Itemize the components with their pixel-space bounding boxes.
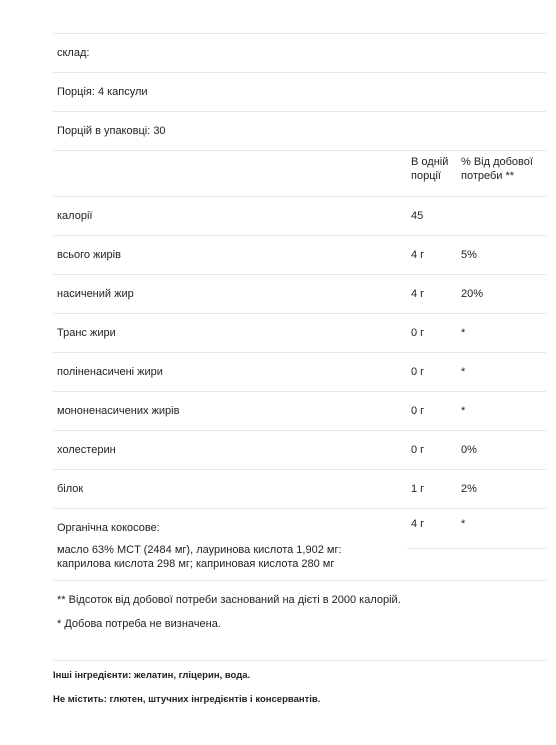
nutrient-name: насичений жир — [57, 288, 134, 300]
other-ingredients: Інші інгредієнти: желатин, гліцерин, вода. — [53, 670, 251, 681]
organic-coconut-row — [53, 508, 546, 580]
table-row — [53, 274, 546, 313]
footnote-not-established: * Добова потреба не визначена. — [57, 618, 221, 630]
nutrient-amount: 4 г — [411, 249, 425, 261]
nutrient-amount: 4 г — [411, 288, 425, 300]
nutrient-name: Транс жири — [57, 327, 116, 339]
nutrient-amount: 1 г — [411, 483, 425, 495]
table-row — [53, 430, 546, 469]
nutrient-daily-value: 20% — [461, 288, 484, 300]
serving-size-label: Порція: 4 капсули — [57, 86, 148, 98]
organic-coconut-name: Органічна кокосове: — [57, 522, 160, 534]
daily-value-header: % Від добової потреби ** — [461, 156, 533, 182]
nutrient-daily-value: 5% — [461, 249, 477, 261]
nutrient-name: білок — [57, 483, 84, 495]
table-row — [53, 313, 546, 352]
composition-row — [53, 33, 546, 72]
table-header-row — [53, 150, 546, 196]
table-row — [53, 196, 546, 235]
serving-size-row — [53, 72, 546, 111]
ingredients-footer — [53, 660, 546, 718]
nutrient-amount: 0 г — [411, 405, 425, 417]
nutrient-daily-value: * — [461, 366, 466, 378]
table-row — [53, 391, 546, 430]
nutrient-daily-value: 2% — [461, 483, 477, 495]
nutrient-daily-value: * — [461, 327, 466, 339]
nutrient-name: поліненасичені жири — [57, 366, 163, 378]
table-row — [53, 352, 546, 391]
footnotes — [53, 580, 546, 649]
organic-coconut-daily-value: * — [461, 518, 466, 530]
per-serving-header: В одній порції — [411, 156, 449, 182]
nutrient-name: холестерин — [57, 444, 116, 456]
nutrient-name: калорії — [57, 210, 93, 222]
nutrient-name: мононенасичених жирів — [57, 405, 180, 417]
footnote-daily-value: ** Відсоток від добової потреби заснований на дієті в 2000 калорій. — [57, 594, 401, 606]
organic-coconut-detail: масло 63% MCT (2484 мг), лауринова кислота 1,902 мг: каприлова кислота 298 мг; каприновая кислота 280 мг — [57, 544, 342, 570]
table-row — [53, 235, 546, 274]
organic-coconut-amount: 4 г — [411, 518, 425, 530]
nutrient-amount: 0 г — [411, 444, 425, 456]
servings-per-container-label: Порцій в упаковці: 30 — [57, 125, 166, 137]
supplement-facts-panel — [53, 33, 546, 649]
nutrient-amount: 45 — [411, 210, 424, 222]
servings-per-container-row — [53, 111, 546, 150]
nutrient-amount: 0 г — [411, 366, 425, 378]
nutrient-daily-value: 0% — [461, 444, 477, 456]
table-row — [53, 469, 546, 508]
free-of-statement: Не містить: глютен, штучних інгредієнтів і консервантів. — [53, 694, 321, 705]
nutrient-name: всього жирів — [57, 249, 121, 261]
composition-label: склад: — [57, 47, 90, 59]
nutrient-daily-value: * — [461, 405, 466, 417]
nutrient-amount: 0 г — [411, 327, 425, 339]
